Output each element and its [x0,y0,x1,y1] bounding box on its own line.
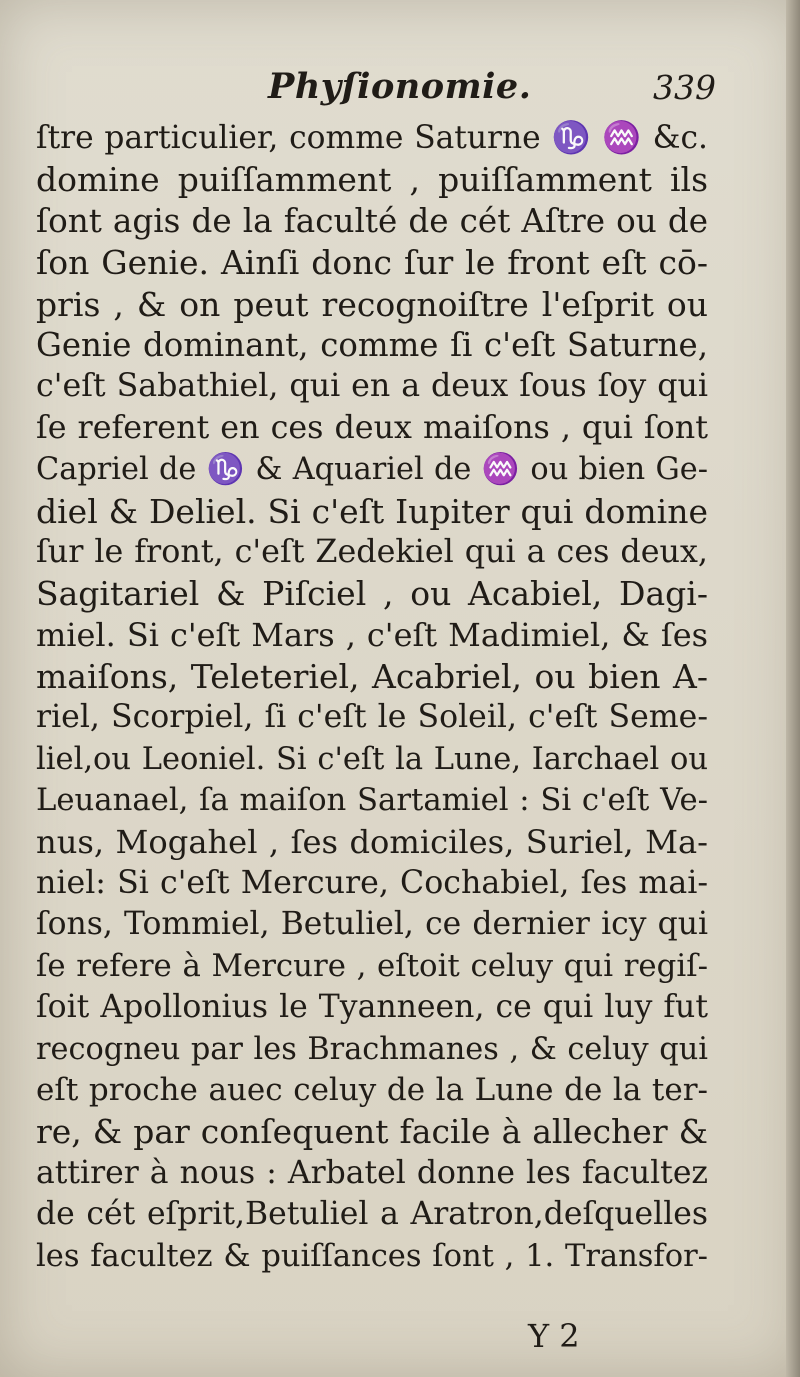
text-line: niel: Si c'eſt Mercure, Cochabiel, ſes mai- [36,865,708,902]
text-line: ſe refere à Mercure , eſtoit celuy qui regiſ- [36,947,708,984]
text-line: les facultez & puiſſances ſont , 1. Transfor- [36,1238,708,1274]
text-line: attirer à nous : Arbatel donne les facultez [36,1154,708,1191]
page-number: 339 [653,68,716,107]
text-line: Leuanael, ſa maiſon Sartamiel : Si c'eſt Ve- [36,783,708,819]
text-line: ſtre particulier, comme Saturne ♑ ♒ &c. [36,120,708,156]
text-line: Capriel de ♑ & Aquariel de ♒ ou bien Ge- [36,452,708,488]
running-head-title: Phyſionomie. [268,66,532,107]
text-line: de cét eſprit,Betuliel a Aratron,deſquelles [36,1196,708,1233]
text-line: Sagitariel & Piſciel , ou Acabiel, Dagi- [36,574,708,614]
text-line: ſons, Tommiel, Betuliel, ce dernier icy qui [36,906,708,943]
text-line: ſe referent en ces deux maiſons , qui ſont [36,409,708,446]
page-edge-shadow [786,0,800,1377]
text-line: eſt proche auec celuy de la Lune de la ter- [36,1071,708,1108]
text-line: Genie dominant, comme ſi c'eſt Saturne, [36,325,708,364]
text-line: maiſons, Teleteriel, Acabriel, ou bien A- [36,657,708,697]
running-head [40,66,720,122]
text-line: pris , & on peut recognoiſtre l'eſprit ou [36,284,708,324]
text-line: re, & par conſequent facile à allecher & [36,1112,708,1152]
text-line: domine puiſſamment , puiſſamment ils [36,160,708,200]
text-line: c'eſt Sabathiel, qui en a deux ſous ſoy qui [36,368,708,405]
text-line: ſur le front, c'eſt Zedekiel qui a ces deux, [36,533,708,570]
text-line: ſoit Apollonius le Tyanneen, ce qui luy fut [36,989,708,1026]
text-line: diel & Deliel. Si c'eſt Iupiter qui domine [36,491,708,531]
page-footer [500,1314,640,1360]
text-line: miel. Si c'eſt Mars , c'eſt Madimiel, & ſes [36,615,708,654]
text-line: riel, Scorpiel, ſi c'eſt le Soleil, c'eſt Seme- [36,699,708,736]
text-line: recogneu par les Brachmanes , & celuy qui [36,1031,708,1067]
body-text [36,118,708,1277]
text-line: ſont agis de la faculté de cét Aſtre ou de [36,201,708,240]
signature-mark: Y 2 [528,1317,580,1355]
text-line: ſon Genie. Ainſi donc ſur le front eſt cō- [36,243,708,283]
text-line: liel,ou Leoniel. Si c'eſt la Lune, Iarchael ou [36,741,708,777]
text-line: nus, Mogahel , ſes domiciles, Suriel, Ma- [36,822,708,861]
